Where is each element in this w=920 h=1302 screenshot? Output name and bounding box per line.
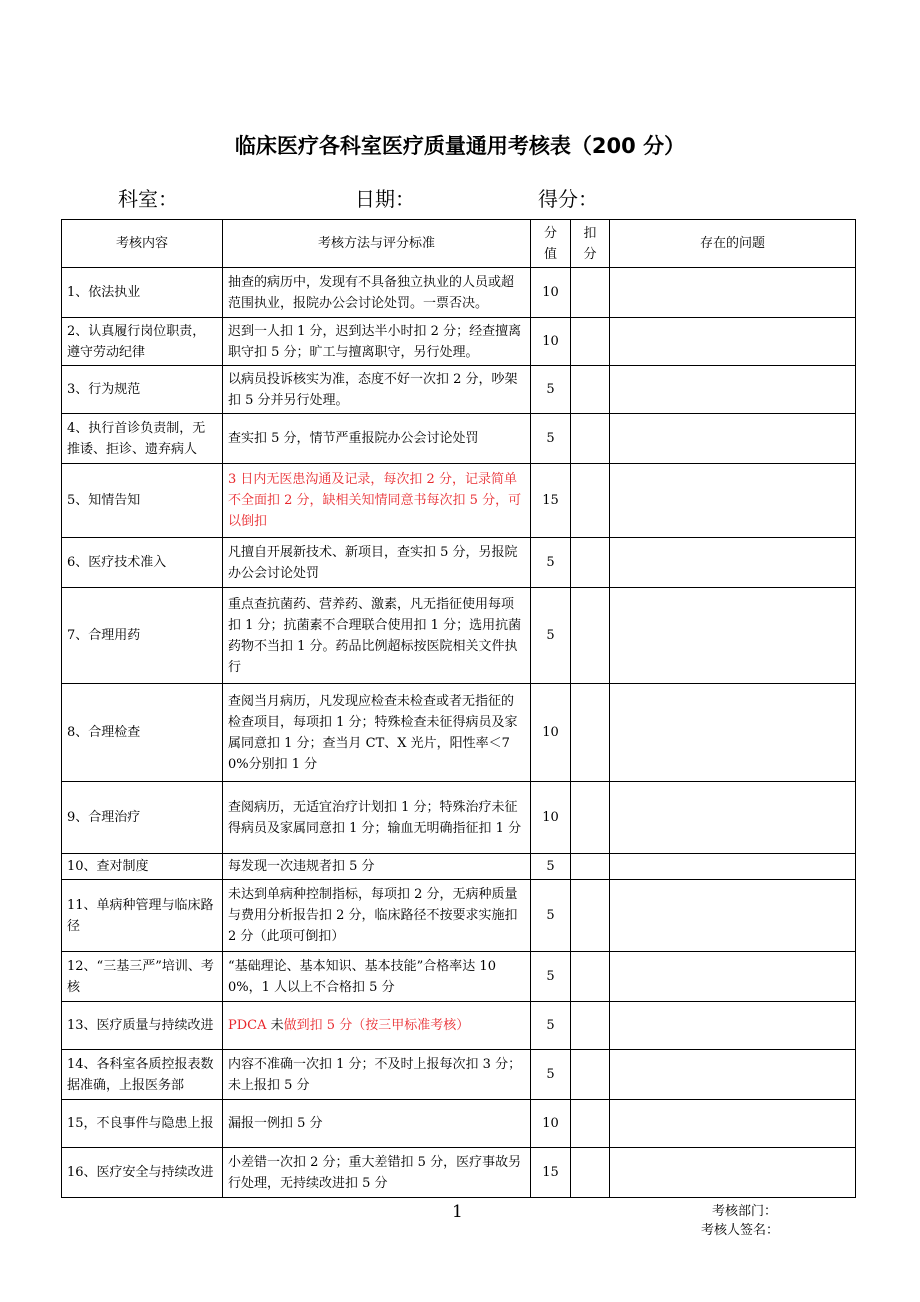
row-content: 12、“三基三严”培训、考核 [62, 952, 223, 1002]
row-content: 4、执行首诊负责制，无推诿、拒诊、遗弃病人 [62, 414, 223, 464]
table-row [62, 1050, 856, 1100]
row-content: 14、各科室各质控报表数据准确，上报医务部 [62, 1050, 223, 1100]
row-score: 15 [531, 1148, 571, 1198]
row-method: 内容不准确一次扣 1 分；不及时上报每次扣 3 分；未上报扣 5 分 [223, 1050, 531, 1100]
row-method: 查实扣 5 分，情节严重报院办公会讨论处罚 [223, 414, 531, 464]
row-score: 5 [531, 952, 571, 1002]
table-row [62, 854, 856, 880]
row-score: 10 [531, 684, 571, 782]
score-label: 得分： [538, 187, 598, 211]
header-content: 考核内容 [62, 220, 223, 268]
row-content: 9、合理治疗 [62, 782, 223, 854]
table-row [62, 1002, 856, 1050]
footer-dept-label: 考核部门： [712, 1204, 778, 1219]
row-content: 3、行为规范 [62, 366, 223, 414]
row-method: 查阅病历，无适宜治疗计划扣 1 分；特殊治疗未征得病员及家属同意扣 1 分；输血无明确指征扣 1 分 [223, 782, 531, 854]
row-method [223, 1002, 531, 1050]
assessment-table [61, 219, 856, 1198]
row-deduct-cell[interactable] [571, 414, 610, 464]
table-row [62, 1100, 856, 1148]
row-deduct-cell[interactable] [571, 952, 610, 1002]
row-deduct-cell[interactable] [571, 366, 610, 414]
row-issues-cell[interactable] [610, 588, 856, 684]
row-score: 10 [531, 1100, 571, 1148]
row-content: 1、依法执业 [62, 268, 223, 318]
table-row [62, 414, 856, 464]
row-deduct-cell[interactable] [571, 318, 610, 366]
row-score: 5 [531, 854, 571, 880]
row-score: 10 [531, 782, 571, 854]
row-deduct-cell[interactable] [571, 1002, 610, 1050]
row-issues-cell[interactable] [610, 1050, 856, 1100]
date-label: 日期： [355, 187, 415, 211]
row-score: 10 [531, 268, 571, 318]
row-deduct-cell[interactable] [571, 854, 610, 880]
row-issues-cell[interactable] [610, 538, 856, 588]
table-row [62, 1148, 856, 1198]
row-score: 5 [531, 414, 571, 464]
row-deduct-cell[interactable] [571, 684, 610, 782]
header-score: 分值 [531, 220, 571, 268]
row-method-part: PDCA [228, 1018, 267, 1033]
table-row [62, 684, 856, 782]
table-row [62, 880, 856, 952]
row-deduct-cell[interactable] [571, 1100, 610, 1148]
table-row [62, 538, 856, 588]
row-issues-cell[interactable] [610, 684, 856, 782]
row-content: 13、医疗质量与持续改进 [62, 1002, 223, 1050]
row-issues-cell[interactable] [610, 880, 856, 952]
row-content: 8、合理检查 [62, 684, 223, 782]
row-score: 5 [531, 1002, 571, 1050]
row-content: 7、合理用药 [62, 588, 223, 684]
row-method: “基础理论、基本知识、基本技能”合格率达 100%，1 人以上不合格扣 5 分 [223, 952, 531, 1002]
table-row [62, 268, 856, 318]
row-content: 5、知情告知 [62, 464, 223, 538]
row-method: 小差错一次扣 2 分；重大差错扣 5 分，医疗事故另行处理，无持续改进扣 5 分 [223, 1148, 531, 1198]
row-score: 5 [531, 1050, 571, 1100]
row-method: 未达到单病种控制指标，每项扣 2 分，无病种质量与费用分析报告扣 2 分，临床路径不按要求实施扣 2 分（此项可倒扣） [223, 880, 531, 952]
row-issues-cell[interactable] [610, 414, 856, 464]
row-method-part: 做到扣 5 分（按三甲标准考核） [283, 1018, 470, 1033]
table-row [62, 782, 856, 854]
table-row [62, 464, 856, 538]
row-issues-cell[interactable] [610, 854, 856, 880]
row-method: 以病员投诉核实为准，态度不好一次扣 2 分，吵架扣 5 分并另行处理。 [223, 366, 531, 414]
row-content: 16、医疗安全与持续改进 [62, 1148, 223, 1198]
row-content: 15，不良事件与隐患上报 [62, 1100, 223, 1148]
row-method: 3 日内无医患沟通及记录，每次扣 2 分，记录简单不全面扣 2 分，缺相关知情同意书每次扣 5 分，可以倒扣 [223, 464, 531, 538]
row-method: 每发现一次违规者扣 5 分 [223, 854, 531, 880]
row-issues-cell[interactable] [610, 782, 856, 854]
table-row [62, 952, 856, 1002]
row-deduct-cell[interactable] [571, 1148, 610, 1198]
row-deduct-cell[interactable] [571, 464, 610, 538]
row-issues-cell[interactable] [610, 1148, 856, 1198]
row-content: 6、医疗技术准入 [62, 538, 223, 588]
row-score: 15 [531, 464, 571, 538]
row-issues-cell[interactable] [610, 318, 856, 366]
row-method: 迟到一人扣 1 分，迟到达半小时扣 2 分；经查擅离职守扣 5 分；旷工与擅离职守，另行处理。 [223, 318, 531, 366]
row-deduct-cell[interactable] [571, 880, 610, 952]
row-deduct-cell[interactable] [571, 268, 610, 318]
row-method: 重点查抗菌药、营养药、激素，凡无指征使用每项扣 1 分；抗菌素不合理联合使用扣 1 分；选用抗菌药物不当扣 1 分。药品比例超标按医院相关文件执行 [223, 588, 531, 684]
row-score: 10 [531, 318, 571, 366]
table-row [62, 318, 856, 366]
row-content: 11、单病种管理与临床路径 [62, 880, 223, 952]
row-deduct-cell[interactable] [571, 1050, 610, 1100]
dept-label: 科室： [118, 187, 178, 211]
row-method-part: 未 [266, 1018, 284, 1033]
row-issues-cell[interactable] [610, 268, 856, 318]
table-body [62, 268, 856, 1198]
header-method: 考核方法与评分标准 [223, 220, 531, 268]
row-score: 5 [531, 588, 571, 684]
row-method: 凡擅自开展新技术、新项目，查实扣 5 分，另报院办公会讨论处罚 [223, 538, 531, 588]
row-score: 5 [531, 538, 571, 588]
header-issues: 存在的问题 [610, 220, 856, 268]
row-content: 2、认真履行岗位职责，遵守劳动纪律 [62, 318, 223, 366]
row-issues-cell[interactable] [610, 1002, 856, 1050]
row-issues-cell[interactable] [610, 366, 856, 414]
row-score: 5 [531, 366, 571, 414]
row-issues-cell[interactable] [610, 952, 856, 1002]
table-row [62, 588, 856, 684]
row-issues-cell[interactable] [610, 1100, 856, 1148]
table-header-row [62, 220, 856, 268]
page-title: 临床医疗各科室医疗质量通用考核表（200 分） [234, 134, 686, 158]
row-deduct-cell[interactable] [571, 588, 610, 684]
row-deduct-cell[interactable] [571, 538, 610, 588]
header-deduct: 扣分 [571, 220, 610, 268]
footer-signer-label: 考核人签名： [701, 1223, 780, 1238]
table-row [62, 366, 856, 414]
page-number: 1 [452, 1202, 463, 1222]
row-method: 漏报一例扣 5 分 [223, 1100, 531, 1148]
row-method: 抽查的病历中，发现有不具备独立执业的人员或超范围执业，报院办公会讨论处罚。一票否决。 [223, 268, 531, 318]
row-method: 查阅当月病历，凡发现应检查未检查或者无指征的检查项目，每项扣 1 分；特殊检查未征得病员及家属同意扣 1 分；查当月 CT、X 光片，阳性率＜70%分别扣 1 分 [223, 684, 531, 782]
row-content: 10、查对制度 [62, 854, 223, 880]
row-deduct-cell[interactable] [571, 782, 610, 854]
row-score: 5 [531, 880, 571, 952]
row-issues-cell[interactable] [610, 464, 856, 538]
